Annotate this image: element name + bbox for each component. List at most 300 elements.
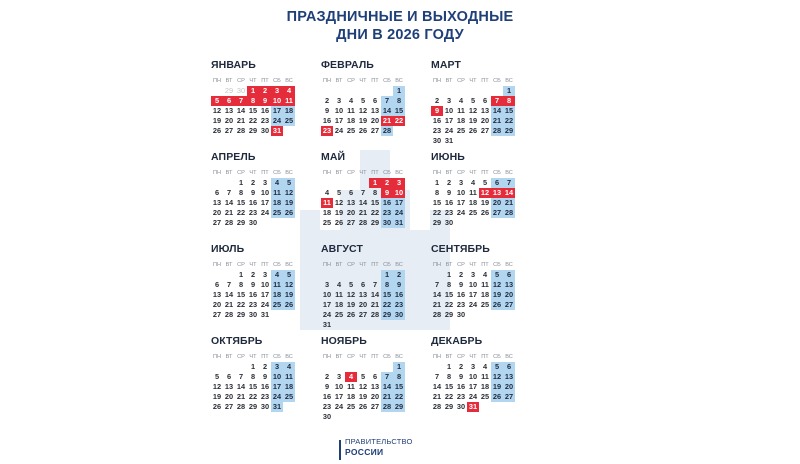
day-cell: 9: [262, 372, 268, 381]
weekday-label: ПН: [212, 170, 222, 176]
empty-day: [333, 178, 345, 188]
day-cell: 10: [444, 106, 454, 115]
weekday-header: [431, 169, 521, 178]
empty-day: [333, 270, 345, 280]
weekend-day: 19: [492, 382, 502, 391]
day-cell: 18: [322, 208, 332, 217]
weekday-label: ПТ: [481, 170, 489, 176]
weekday-label: ПТ: [371, 170, 379, 176]
day-cell: 10: [260, 280, 270, 289]
weekend-day: 11: [271, 188, 283, 198]
day-grid: [321, 178, 411, 228]
holiday-day: 6: [223, 96, 235, 106]
day-cell: 16: [432, 116, 442, 125]
day-cell: 15: [236, 198, 246, 207]
holiday-day: 21: [382, 116, 392, 125]
holiday-day: 3: [393, 178, 405, 188]
day-cell: 27: [224, 126, 234, 135]
day-cell: 18: [480, 290, 490, 299]
empty-day: [455, 86, 467, 96]
weekday-label: СР: [347, 170, 355, 176]
day-cell: 25: [480, 300, 490, 309]
day-cell: 23: [456, 300, 466, 309]
weekday-label: ВТ: [225, 354, 233, 360]
weekday-label: ПТ: [261, 170, 269, 176]
day-grid: [211, 178, 301, 228]
day-cell: 22: [236, 300, 246, 309]
day-cell: 25: [468, 208, 478, 217]
empty-day: [357, 178, 369, 188]
weekday-label: СБ: [493, 262, 501, 268]
empty-day: [223, 270, 235, 280]
day-cell: 15: [444, 290, 454, 299]
weekend-day: 6: [503, 362, 515, 372]
weekend-day: 31: [272, 402, 282, 411]
day-cell: 23: [248, 300, 258, 309]
day-grid: [431, 178, 521, 228]
weekend-day: 26: [284, 300, 294, 309]
weekend-day: 28: [492, 126, 502, 135]
day-cell: 8: [446, 280, 452, 289]
day-cell: 9: [458, 280, 464, 289]
day-cell: 4: [482, 270, 488, 279]
day-cell: 25: [480, 392, 490, 401]
day-cell: 27: [346, 218, 356, 227]
day-cell: 17: [322, 300, 332, 309]
day-cell: 8: [238, 188, 244, 197]
day-cell: 5: [470, 96, 476, 105]
day-cell: 14: [236, 382, 246, 391]
empty-day: [321, 86, 333, 96]
day-cell: 22: [236, 208, 246, 217]
weekday-header: [431, 261, 521, 270]
day-cell: 19: [346, 300, 356, 309]
weekday-label: ПН: [432, 354, 442, 360]
day-cell: 23: [432, 126, 442, 135]
month-name: ИЮНЬ: [431, 151, 465, 163]
month-block: [321, 334, 411, 422]
weekend-day: 21: [504, 198, 514, 207]
weekend-day: 20: [492, 198, 502, 207]
day-cell: 28: [358, 218, 368, 227]
day-cell: 28: [236, 402, 246, 411]
weekend-day: 12: [284, 188, 294, 197]
empty-day: [479, 86, 491, 96]
empty-day: [211, 270, 223, 280]
empty-day: [333, 86, 345, 96]
day-cell: 25: [456, 126, 466, 135]
weekday-label: ПТ: [481, 262, 489, 268]
day-cell: 29: [370, 218, 380, 227]
weekend-day: 14: [382, 106, 392, 115]
day-cell: 29: [248, 402, 258, 411]
empty-day: [345, 86, 357, 96]
day-cell: 28: [236, 126, 246, 135]
empty-day: [491, 86, 503, 96]
day-cell: 17: [260, 290, 270, 299]
holiday-day: 8: [503, 96, 515, 106]
weekend-day: 16: [382, 198, 392, 207]
prev-month-day: 29: [224, 86, 234, 95]
weekend-day: 18: [272, 198, 282, 207]
weekday-label: ЧТ: [469, 354, 477, 360]
day-cell: 17: [334, 392, 344, 401]
weekend-day: 21: [382, 392, 392, 401]
day-cell: 24: [444, 126, 454, 135]
day-cell: 6: [214, 280, 220, 289]
day-cell: 11: [335, 290, 343, 299]
day-cell: 17: [260, 198, 270, 207]
day-cell: 13: [480, 106, 490, 115]
day-cell: 20: [212, 208, 222, 217]
day-cell: 9: [250, 280, 256, 289]
day-cell: 19: [334, 208, 344, 217]
day-cell: 6: [372, 96, 378, 105]
empty-day: [431, 270, 443, 280]
holiday-day: 1: [247, 86, 259, 96]
day-cell: 20: [370, 392, 380, 401]
month-block: [211, 334, 301, 412]
day-cell: 21: [224, 208, 234, 217]
day-cell: 17: [444, 116, 454, 125]
weekend-day: 12: [492, 280, 502, 289]
day-cell: 4: [348, 96, 354, 105]
empty-day: [321, 362, 333, 372]
empty-day: [369, 362, 381, 372]
day-cell: 21: [370, 300, 380, 309]
day-cell: 21: [236, 392, 246, 401]
weekend-day: 20: [504, 382, 514, 391]
weekend-day: 19: [284, 290, 294, 299]
day-cell: 12: [334, 198, 344, 207]
weekday-label: ЧТ: [359, 354, 367, 360]
weekday-label: СР: [457, 78, 465, 84]
weekend-day: 16: [394, 290, 404, 299]
day-cell: 13: [224, 382, 234, 391]
weekday-label: СР: [457, 262, 465, 268]
weekend-day: 22: [394, 392, 404, 401]
weekend-day: 30: [382, 218, 392, 227]
month-block: [211, 242, 301, 320]
day-cell: 27: [370, 126, 380, 135]
month-name: ДЕКАБРЬ: [431, 335, 483, 347]
weekday-header: [321, 353, 411, 362]
day-cell: 18: [456, 116, 466, 125]
day-cell: 3: [458, 178, 464, 187]
empty-day: [321, 178, 333, 188]
weekday-label: СР: [237, 262, 245, 268]
empty-day: [381, 86, 393, 96]
weekend-day: 30: [394, 310, 404, 319]
day-grid: [431, 270, 521, 320]
holiday-day: 22: [394, 116, 404, 125]
holiday-day: 7: [491, 96, 503, 106]
day-cell: 14: [236, 106, 246, 115]
day-cell: 30: [248, 218, 258, 227]
weekday-label: ВТ: [445, 262, 453, 268]
holiday-day: 9: [431, 106, 443, 116]
day-cell: 14: [358, 198, 368, 207]
weekday-label: СР: [457, 170, 465, 176]
empty-day: [369, 270, 381, 280]
day-cell: 28: [370, 310, 380, 319]
day-cell: 6: [226, 372, 232, 381]
holiday-day: 1: [369, 178, 381, 188]
empty-day: [357, 86, 369, 96]
weekend-day: 17: [394, 198, 404, 207]
day-cell: 1: [446, 362, 452, 371]
empty-day: [321, 270, 333, 280]
weekday-label: ЧТ: [469, 170, 477, 176]
day-cell: 10: [334, 106, 344, 115]
weekday-label: ВС: [395, 262, 403, 268]
weekend-day: 18: [272, 290, 282, 299]
day-cell: 3: [446, 96, 452, 105]
weekend-day: 5: [283, 178, 295, 188]
weekend-day: 5: [491, 270, 503, 280]
weekday-label: ВТ: [445, 78, 453, 84]
weekday-label: ВТ: [335, 354, 343, 360]
day-cell: 5: [360, 96, 366, 105]
weekday-label: ВТ: [225, 170, 233, 176]
weekday-label: ПН: [432, 78, 442, 84]
day-cell: 16: [456, 382, 466, 391]
weekend-day: 24: [272, 116, 282, 125]
day-cell: 29: [248, 126, 258, 135]
day-cell: 26: [346, 310, 356, 319]
weekend-day: 23: [394, 300, 404, 309]
weekend-day: 13: [504, 280, 514, 289]
day-cell: 13: [358, 290, 368, 299]
weekend-day: 12: [284, 280, 294, 289]
day-cell: 30: [456, 310, 466, 319]
month-name: ФЕВРАЛЬ: [321, 59, 374, 71]
empty-day: [223, 362, 235, 372]
day-cell: 2: [324, 96, 330, 105]
day-cell: 4: [336, 280, 342, 289]
logo-bar-icon: [339, 440, 341, 460]
day-cell: 23: [260, 116, 270, 125]
day-cell: 17: [334, 116, 344, 125]
day-cell: 12: [346, 290, 356, 299]
weekend-day: 27: [492, 208, 502, 217]
weekend-day: 2: [393, 270, 405, 280]
day-cell: 24: [260, 300, 270, 309]
day-cell: 3: [470, 270, 476, 279]
weekend-day: 24: [394, 208, 404, 217]
weekend-day: 29: [504, 126, 514, 135]
weekend-day: 11: [271, 280, 283, 290]
weekday-label: СБ: [493, 354, 501, 360]
day-cell: 3: [262, 270, 268, 279]
day-cell: 19: [468, 116, 478, 125]
weekday-header: [211, 353, 301, 362]
day-cell: 24: [468, 300, 478, 309]
weekend-day: 15: [382, 290, 392, 299]
day-cell: 2: [262, 362, 268, 371]
month-block: [431, 334, 521, 412]
day-cell: 24: [322, 310, 332, 319]
day-cell: 18: [346, 392, 356, 401]
day-cell: 10: [260, 188, 270, 197]
weekday-label: СБ: [273, 262, 281, 268]
weekday-label: ЧТ: [249, 354, 257, 360]
day-cell: 7: [226, 280, 232, 289]
day-cell: 7: [238, 372, 244, 381]
empty-day: [333, 362, 345, 372]
day-cell: 4: [458, 96, 464, 105]
day-cell: 16: [260, 382, 270, 391]
day-cell: 29: [432, 218, 442, 227]
day-grid: [321, 362, 411, 422]
empty-day: [223, 178, 235, 188]
month-block: [431, 242, 521, 320]
weekday-header: [321, 169, 411, 178]
month-name: МАРТ: [431, 59, 462, 71]
weekend-day: 5: [283, 270, 295, 280]
day-cell: 2: [324, 372, 330, 381]
day-cell: 3: [336, 96, 342, 105]
day-cell: 26: [468, 126, 478, 135]
month-name: ИЮЛЬ: [211, 243, 245, 255]
month-block: [431, 58, 521, 146]
day-cell: 24: [468, 392, 478, 401]
day-cell: 9: [324, 106, 330, 115]
day-cell: 27: [212, 310, 222, 319]
day-cell: 5: [360, 372, 366, 381]
holiday-day: 10: [394, 188, 404, 197]
weekend-day: 13: [504, 372, 514, 381]
day-cell: 8: [250, 372, 256, 381]
weekday-label: СБ: [493, 170, 501, 176]
day-cell: 17: [468, 290, 478, 299]
weekday-label: ВС: [505, 354, 513, 360]
day-cell: 12: [468, 106, 478, 115]
month-name: НОЯБРЬ: [321, 335, 367, 347]
weekend-day: 5: [491, 362, 503, 372]
holiday-day: 4: [345, 372, 357, 382]
day-cell: 29: [444, 310, 454, 319]
holiday-day: 5: [211, 96, 223, 106]
day-cell: 16: [444, 198, 454, 207]
weekend-day: 4: [271, 178, 283, 188]
day-cell: 17: [456, 198, 466, 207]
day-cell: 9: [446, 188, 452, 197]
empty-day: [211, 86, 223, 96]
day-cell: 2: [434, 96, 440, 105]
weekend-day: 19: [492, 290, 502, 299]
day-cell: 16: [456, 290, 466, 299]
day-cell: 28: [432, 402, 442, 411]
day-cell: 29: [444, 402, 454, 411]
day-cell: 10: [468, 280, 478, 289]
weekend-day: 10: [272, 372, 282, 381]
weekend-day: 25: [272, 300, 282, 309]
month-name: МАЙ: [321, 151, 346, 163]
weekday-header: [321, 261, 411, 270]
day-cell: 26: [212, 126, 222, 135]
day-cell: 1: [238, 270, 244, 279]
day-cell: 9: [324, 382, 330, 391]
weekday-label: ВТ: [335, 262, 343, 268]
holiday-day: 23: [322, 126, 332, 135]
day-cell: 14: [432, 382, 442, 391]
holiday-day: 14: [504, 188, 514, 197]
weekend-day: 21: [492, 116, 502, 125]
day-cell: 2: [458, 362, 464, 371]
day-cell: 23: [456, 392, 466, 401]
month-name: АВГУСТ: [321, 243, 363, 255]
empty-day: [345, 362, 357, 372]
holiday-day: 9: [259, 96, 271, 106]
weekend-day: 28: [504, 208, 514, 217]
weekday-label: ЧТ: [359, 78, 367, 84]
holiday-day: 2: [381, 178, 393, 188]
weekday-label: ВС: [395, 354, 403, 360]
day-cell: 27: [224, 402, 234, 411]
day-cell: 24: [334, 126, 344, 135]
day-cell: 2: [458, 270, 464, 279]
day-cell: 23: [322, 402, 332, 411]
day-cell: 13: [212, 290, 222, 299]
weekend-day: 3: [271, 362, 283, 372]
day-cell: 27: [212, 218, 222, 227]
weekday-label: СБ: [273, 78, 281, 84]
weekday-label: ВС: [285, 262, 293, 268]
day-cell: 10: [468, 372, 478, 381]
day-cell: 8: [446, 372, 452, 381]
day-cell: 12: [212, 106, 222, 115]
weekday-label: ВТ: [445, 170, 453, 176]
day-cell: 30: [456, 402, 466, 411]
empty-day: [381, 362, 393, 372]
weekend-day: 8: [393, 96, 405, 106]
day-cell: 20: [358, 300, 368, 309]
weekend-day: 14: [492, 106, 502, 115]
weekday-label: СБ: [383, 78, 391, 84]
weekend-day: 1: [381, 270, 393, 280]
day-cell: 22: [248, 392, 258, 401]
day-cell: 8: [238, 280, 244, 289]
day-cell: 30: [322, 412, 332, 421]
day-cell: 28: [224, 218, 234, 227]
day-cell: 23: [260, 392, 270, 401]
month-block: [321, 58, 411, 136]
weekday-label: ВТ: [335, 78, 343, 84]
day-cell: 20: [370, 116, 380, 125]
day-cell: 22: [370, 208, 380, 217]
day-cell: 10: [334, 382, 344, 391]
day-cell: 15: [370, 198, 380, 207]
weekday-label: ВС: [285, 354, 293, 360]
weekday-label: ПТ: [481, 78, 489, 84]
day-cell: 30: [444, 218, 454, 227]
weekend-day: 31: [394, 218, 404, 227]
day-cell: 26: [480, 208, 490, 217]
day-cell: 5: [336, 188, 342, 197]
empty-day: [357, 362, 369, 372]
day-cell: 15: [248, 382, 258, 391]
weekend-day: 19: [284, 198, 294, 207]
weekday-label: СБ: [273, 354, 281, 360]
day-cell: 8: [372, 188, 378, 197]
day-cell: 13: [346, 198, 356, 207]
weekend-day: 15: [394, 106, 404, 115]
weekday-header: [211, 169, 301, 178]
empty-day: [345, 178, 357, 188]
month-name: ОКТЯБРЬ: [211, 335, 263, 347]
weekend-day: 27: [504, 392, 514, 401]
